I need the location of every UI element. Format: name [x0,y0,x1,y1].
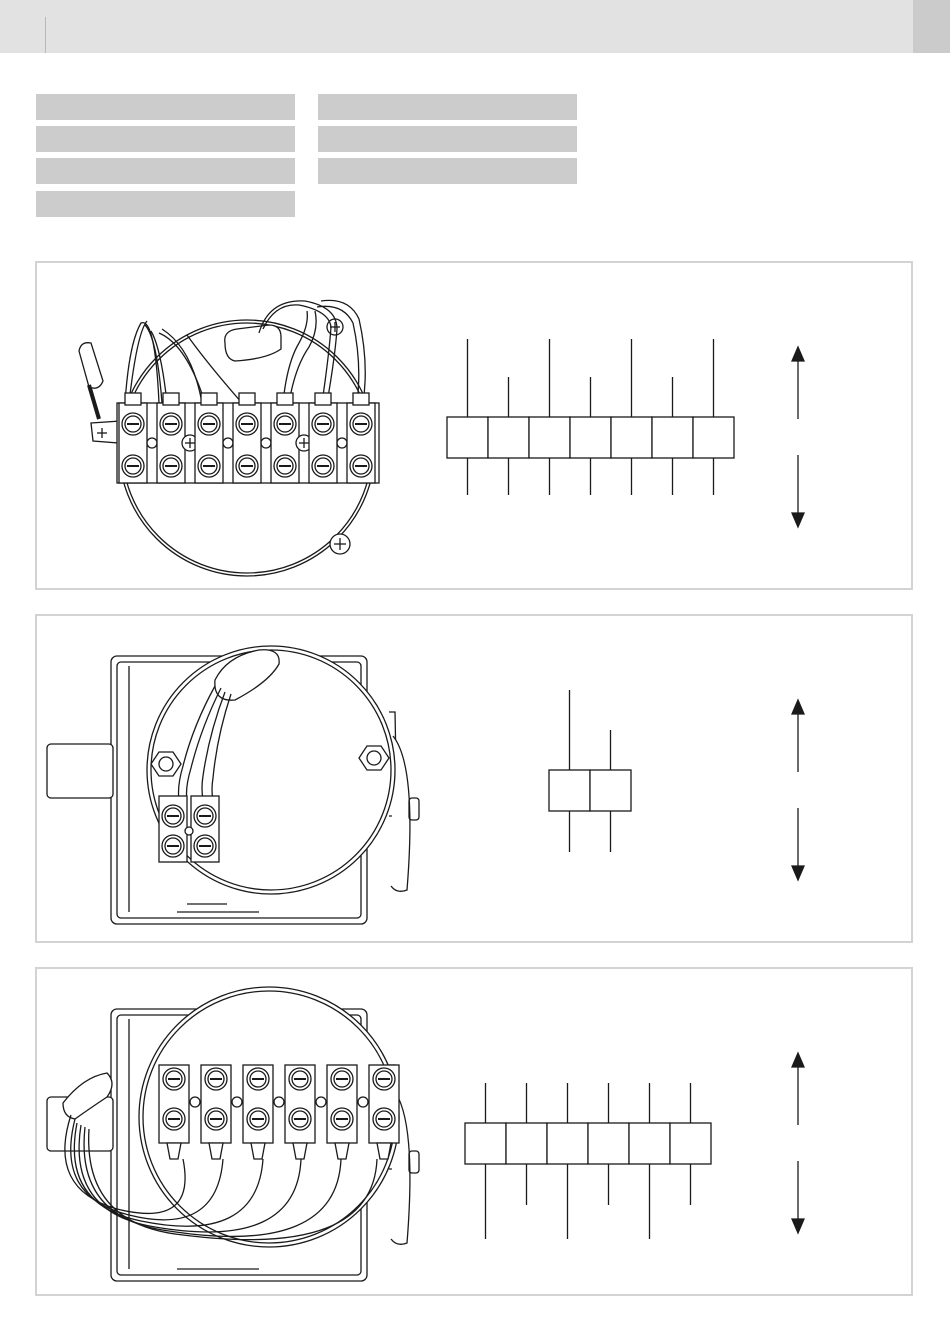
schematic-terminal-box [547,1123,588,1164]
schematic-terminal-box [447,417,488,458]
terminal-screw-icon [373,1068,395,1090]
schematic-terminal-box [652,417,693,458]
schematic-terminal-box [611,417,652,458]
terminal-screw-icon [162,805,184,827]
schematic-7 [447,339,734,495]
schematic-terminal-box [670,1123,711,1164]
terminal-screw-icon [247,1068,269,1090]
wiring-diagram-2-terminals [37,616,915,945]
page-tab [913,0,950,53]
legend-box-left-4 [36,191,295,217]
terminal-screw-icon [198,455,220,477]
schematic-terminal-box [629,1123,670,1164]
schematic-2 [549,690,631,852]
terminal-screw-icon [247,1108,269,1130]
up-arrow-icon [792,347,804,419]
terminal-screw-icon [289,1108,311,1130]
terminal-screw-icon [312,413,334,435]
earth-screw-icon [330,534,350,554]
figure-panel-2 [35,614,913,943]
legend-box-left-1 [36,94,295,120]
terminal-screw-icon [194,835,216,857]
terminal-screw-icon [205,1068,227,1090]
legend-box-right-1 [318,94,577,120]
terminal-screw-icon [373,1108,395,1130]
up-arrow-icon [792,1053,804,1125]
legend-box-left-2 [36,126,295,152]
schematic-terminal-box [506,1123,547,1164]
figure-panel-1 [35,261,913,590]
terminal-screw-icon [205,1108,227,1130]
schematic-terminal-box [570,417,611,458]
schematic-terminal-box [693,417,734,458]
down-arrow-icon [792,1161,804,1233]
terminal-screw-icon [122,455,144,477]
down-arrow-icon [792,808,804,880]
schematic-terminal-box [588,1123,629,1164]
terminal-screw-icon [198,413,220,435]
terminal-screw-icon [163,1108,185,1130]
terminal-screw-icon [274,413,296,435]
header-divider [45,17,46,53]
legend-box-right-3 [318,158,577,184]
terminal-screw-icon [122,413,144,435]
terminal-screw-icon [160,413,182,435]
legend-box-left-3 [36,158,295,184]
cable-gland [225,325,281,361]
down-arrow-icon [792,455,804,527]
terminal-screw-icon [236,455,258,477]
terminal-screw-icon [274,455,296,477]
terminal-screw-icon [162,835,184,857]
up-arrow-icon [792,700,804,772]
schematic-terminal-box [549,770,590,811]
terminal-screw-icon [163,1068,185,1090]
terminal-screw-icon [350,413,372,435]
header-bar [0,0,950,53]
schematic-6 [465,1083,711,1239]
terminal-screw-icon [160,455,182,477]
wiring-diagram-6-terminals [37,969,915,1298]
figure-panel-3 [35,967,913,1296]
legend-box-right-2 [318,126,577,152]
earth-lug [79,343,121,443]
terminal-screw-icon [312,455,334,477]
terminal-screw-icon [331,1108,353,1130]
terminal-screw-icon [194,805,216,827]
terminal-screw-icon [289,1068,311,1090]
terminal-screw-icon [236,413,258,435]
terminal-screw-icon [350,455,372,477]
wiring-diagram-7-terminals [37,263,915,592]
terminal-block-7 [117,393,379,483]
schematic-terminal-box [488,417,529,458]
terminal-screw-icon [331,1068,353,1090]
schematic-terminal-box [590,770,631,811]
schematic-terminal-box [465,1123,506,1164]
schematic-terminal-box [529,417,570,458]
